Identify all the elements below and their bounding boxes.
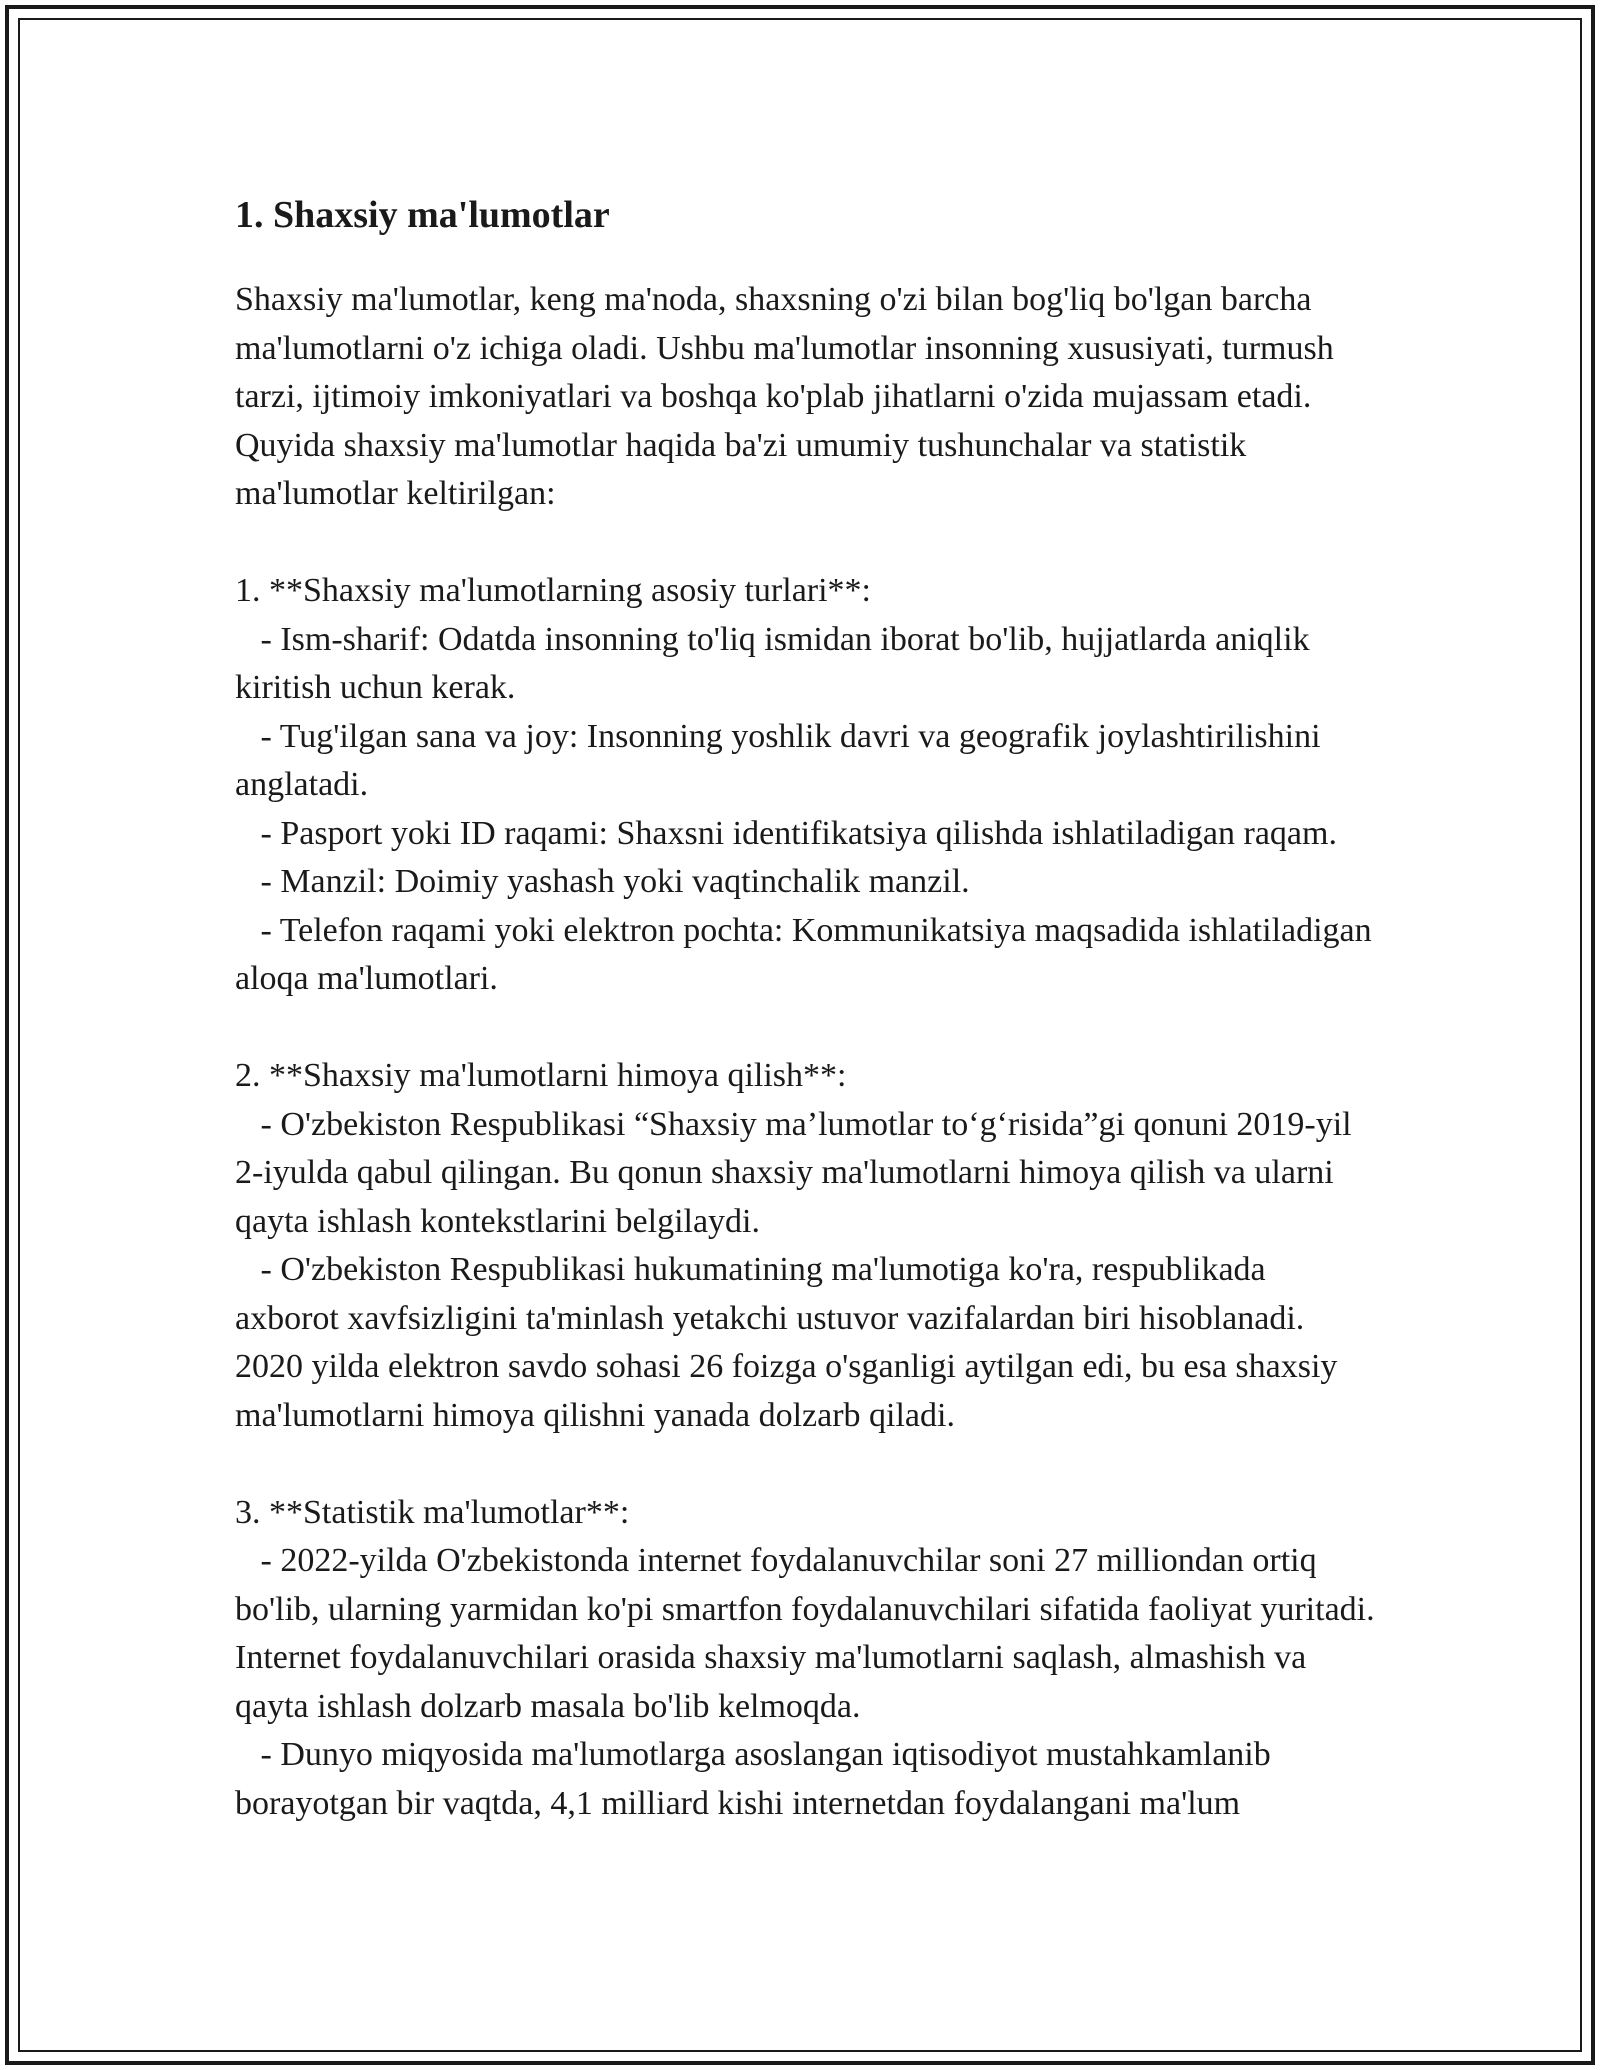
paragraph-gap — [235, 519, 1375, 568]
list-item: - Manzil: Doimiy yashash yoki vaqtinchalik manzil. — [235, 863, 970, 900]
section-title: 2. **Shaxsiy ma'lumotlarni himoya qilish**: — [235, 1057, 847, 1094]
document-body — [235, 180, 1384, 1828]
list-item: - Telefon raqami yoki elektron pochta: Kommunikatsiya maqsadida ishlatiladigan aloqa ma'lumotlari. — [235, 911, 1381, 997]
list-item: - Dunyo miqyosida ma'lumotlarga asoslangan iqtisodiyot mustahkamlanib borayotgan bir vaqtda, 4,1 milliard kishi internetdan foydalangani ma'lum — [235, 1736, 1280, 1822]
list-item: - O'zbekiston Respublikasi “Shaxsiy ma’lumotlar to‘g‘risida”gi qonuni 2019-yil 2-iyulda qabul qilingan. Bu qonun shaxsiy ma'lumotlarni himoya qilish va ularni qayta ishlash kontekstlarini belgilaydi. — [235, 1105, 1361, 1240]
list-item: - Ism-sharif: Odatda insonning to'liq ismidan iborat bo'lib, hujjatlarda aniqlik kiritish uchun kerak. — [235, 620, 1319, 706]
intro-paragraph: Shaxsiy ma'lumotlar, keng ma'noda, shaxsning o'zi bilan bog'liq bo'lgan barcha ma'lumotlarni o'z ichiga oladi. Ushbu ma'lumotlar insonning xususiyati, turmush tarzi, ijtimoiy imkoniyatlari va boshqa ko'plab jihatlarni o'zida mujassam etadi. Quyida shaxsiy ma'lumotlar haqida ba'zi umumiy tushunchalar va statistik ma'lumotlar keltirilgan: — [235, 281, 1343, 512]
list-item: - O'zbekiston Respublikasi hukumatining ma'lumotiga ko'ra, respublikada axborot xavfsizligini ta'minlash yetakchi ustuvor vazifalardan biri hisoblanadi. 2020 yilda elektron savdo sohasi 26 foizga o'sganligi aytilgan edi, bu esa shaxsiy ma'lumotlarni himoya qilishni yanada dolzarb qiladi. — [235, 1251, 1346, 1434]
section-heading: 1. Shaxsiy ma'lumotlar — [235, 194, 610, 236]
paragraph-gap — [235, 1004, 1375, 1053]
section-title: 3. **Statistik ma'lumotlar**: — [235, 1493, 630, 1531]
section-title: 1. **Shaxsiy ma'lumotlarning asosiy turlari**: — [235, 572, 872, 609]
list-item: - 2022-yilda O'zbekistonda internet foydalanuvchilar soni 27 milliondan ortiq bo'lib, ularning yarmidan ko'pi smartfon foydalanuvchilari sifatida faoliyat yuritadi. Internet foydalanuvchilari orasida shaxsiy ma'lumotlarni saqlash, almashish va qayta ishlash dolzarb masala bo'lib kelmoqda. — [235, 1542, 1384, 1725]
paragraph-gap — [235, 1440, 1375, 1489]
list-item: - Pasport yoki ID raqami: Shaxsni identifikatsiya qilishda ishlatiladigan raqam. — [235, 814, 1337, 852]
list-item: - Tug'ilgan sana va joy: Insonning yoshlik davri va geografik joylashtirilishini anglatadi. — [235, 717, 1330, 803]
